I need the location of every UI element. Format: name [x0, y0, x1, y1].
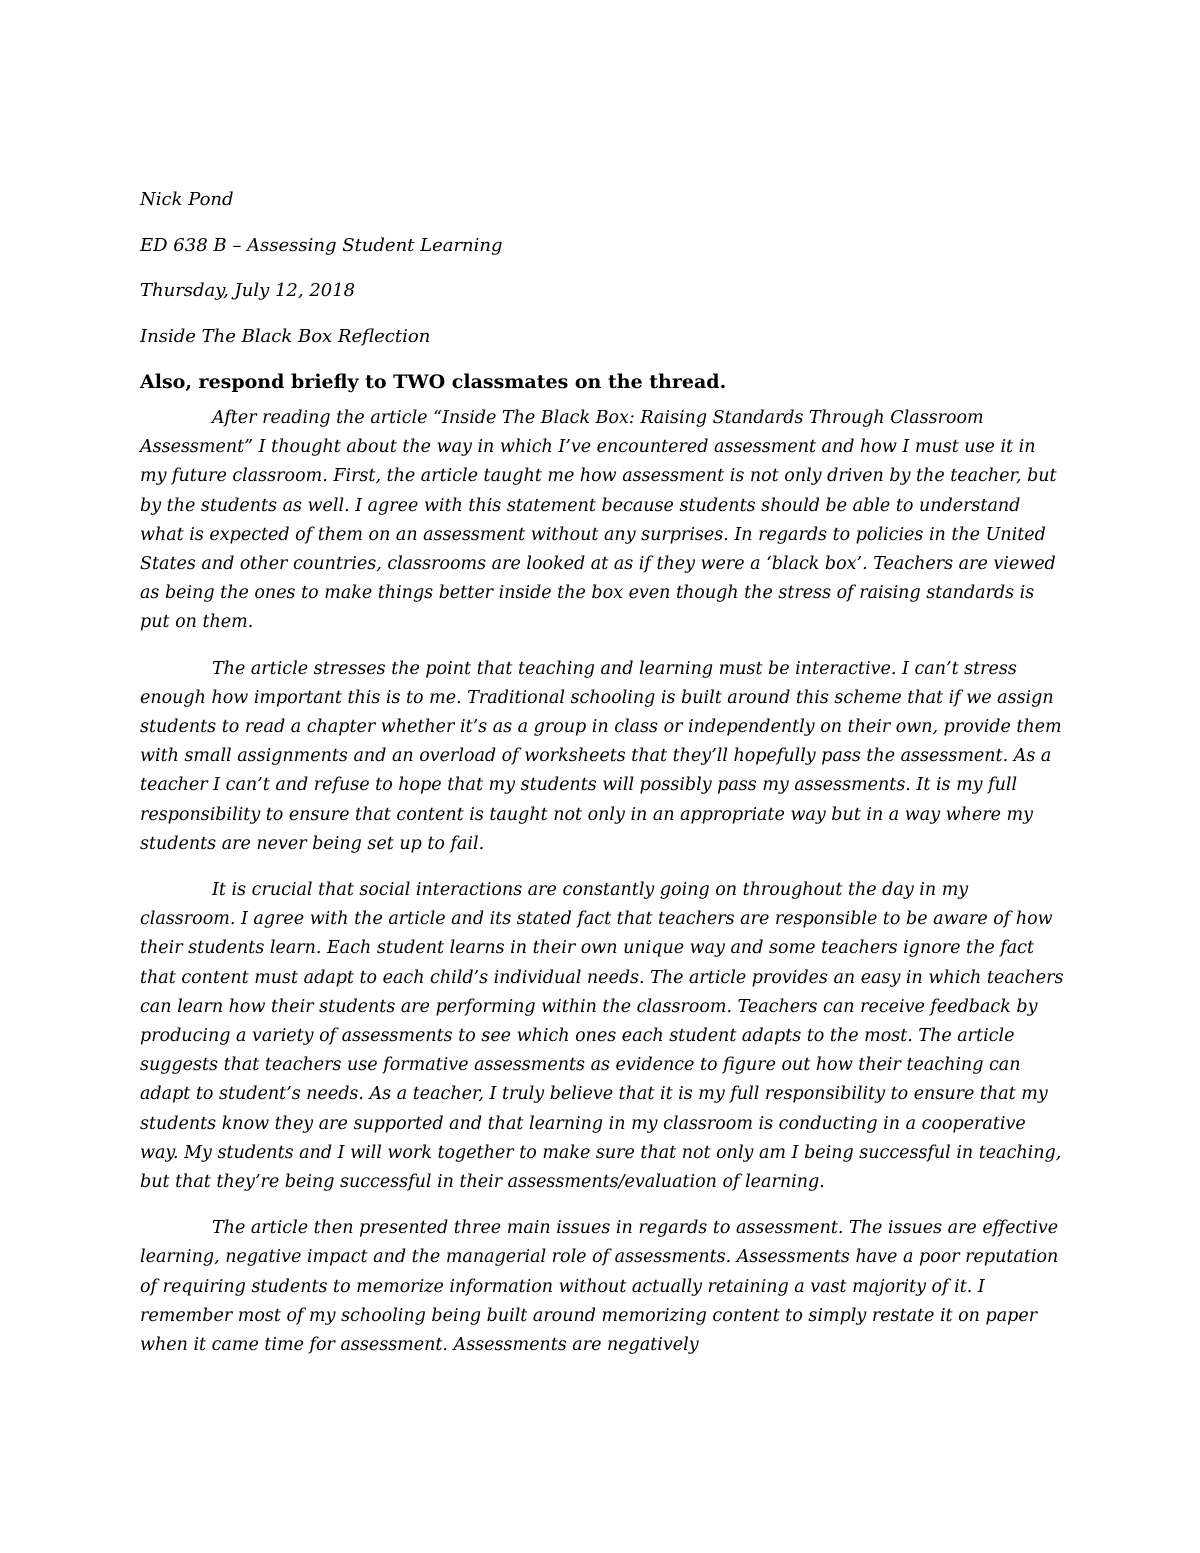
document-title: Inside The Black Box Reflection: [140, 325, 431, 347]
paragraph-1: After reading the article “Inside The Black Box: Raising Standards Through Classroom Assessment” I thought about the way in which I’ve encountered assessment and how I must use it in my future classroom. First, the article taught me how assessment is not only driven by the teacher, but by the students as well. I agree with this statement because students should be able to understand what is expected of them on an assessment without any surprises. In regards to policies in the United States and other countries, classrooms are looked at as if they were a ‘black box’. Teachers are viewed as being the ones to make things better inside the box even though the stress of raising standards is put on them.: [140, 408, 1057, 633]
author-name: Nick Pond: [140, 189, 234, 210]
assignment-instruction: Also, respond briefly to TWO classmates on the thread.: [140, 371, 727, 393]
paragraph-3: It is crucial that social interactions are constantly going on throughout the day in my classroom. I agree with the article and its stated fact that teachers are responsible to be aware of how their students learn. Each student learns in their own unique way and some teachers ignore the fact that content must adapt to each child’s individual needs. The article provides an easy in which teachers can learn how their students are performing within the classroom. Teachers can receive feedback by producing a variety of assessments to see which ones each student adapts to the most. The article suggests that teachers use formative assessments as evidence to figure out how their teaching can adapt to student’s needs. As a teacher, I truly believe that it is my full responsibility to ensure that my students know they are supported and that learning in my classroom is conducting in a cooperative way. My students and I will work together to make sure that not only am I being successful in teaching, but that they’re being successful in their assessments/evaluation of learning.: [140, 880, 1064, 1193]
course-title: ED 638 B – Assessing Student Learning: [140, 234, 503, 256]
document-body: [140, 184, 1064, 1377]
paragraph-4: The article then presented three main issues in regards to assessment. The issues are effective learning, negative impact and the managerial role of assessments. Assessments have a poor reputation of requiring students to memorize information without actually retaining a vast majority of it. I remember most of my schooling being built around memorizing content to simply restate it on paper when it came time for assessment. Assessments are negatively: [140, 1218, 1059, 1356]
document-date: Thursday, July 12, 2018: [140, 280, 356, 301]
paragraph-2: The article stresses the point that teaching and learning must be interactive. I can’t stress enough how important this is to me. Traditional schooling is built around this scheme that if we assign students to read a chapter whether it’s as a group in class or independently on their own, provide them with small assignments and an overload of worksheets that they’ll hopefully pass the assessment. As a teacher I can’t and refuse to hope that my students will possibly pass my assessments. It is my full responsibility to ensure that content is taught not only in an appropriate way but in a way where my students are never being set up to fail.: [140, 658, 1062, 854]
